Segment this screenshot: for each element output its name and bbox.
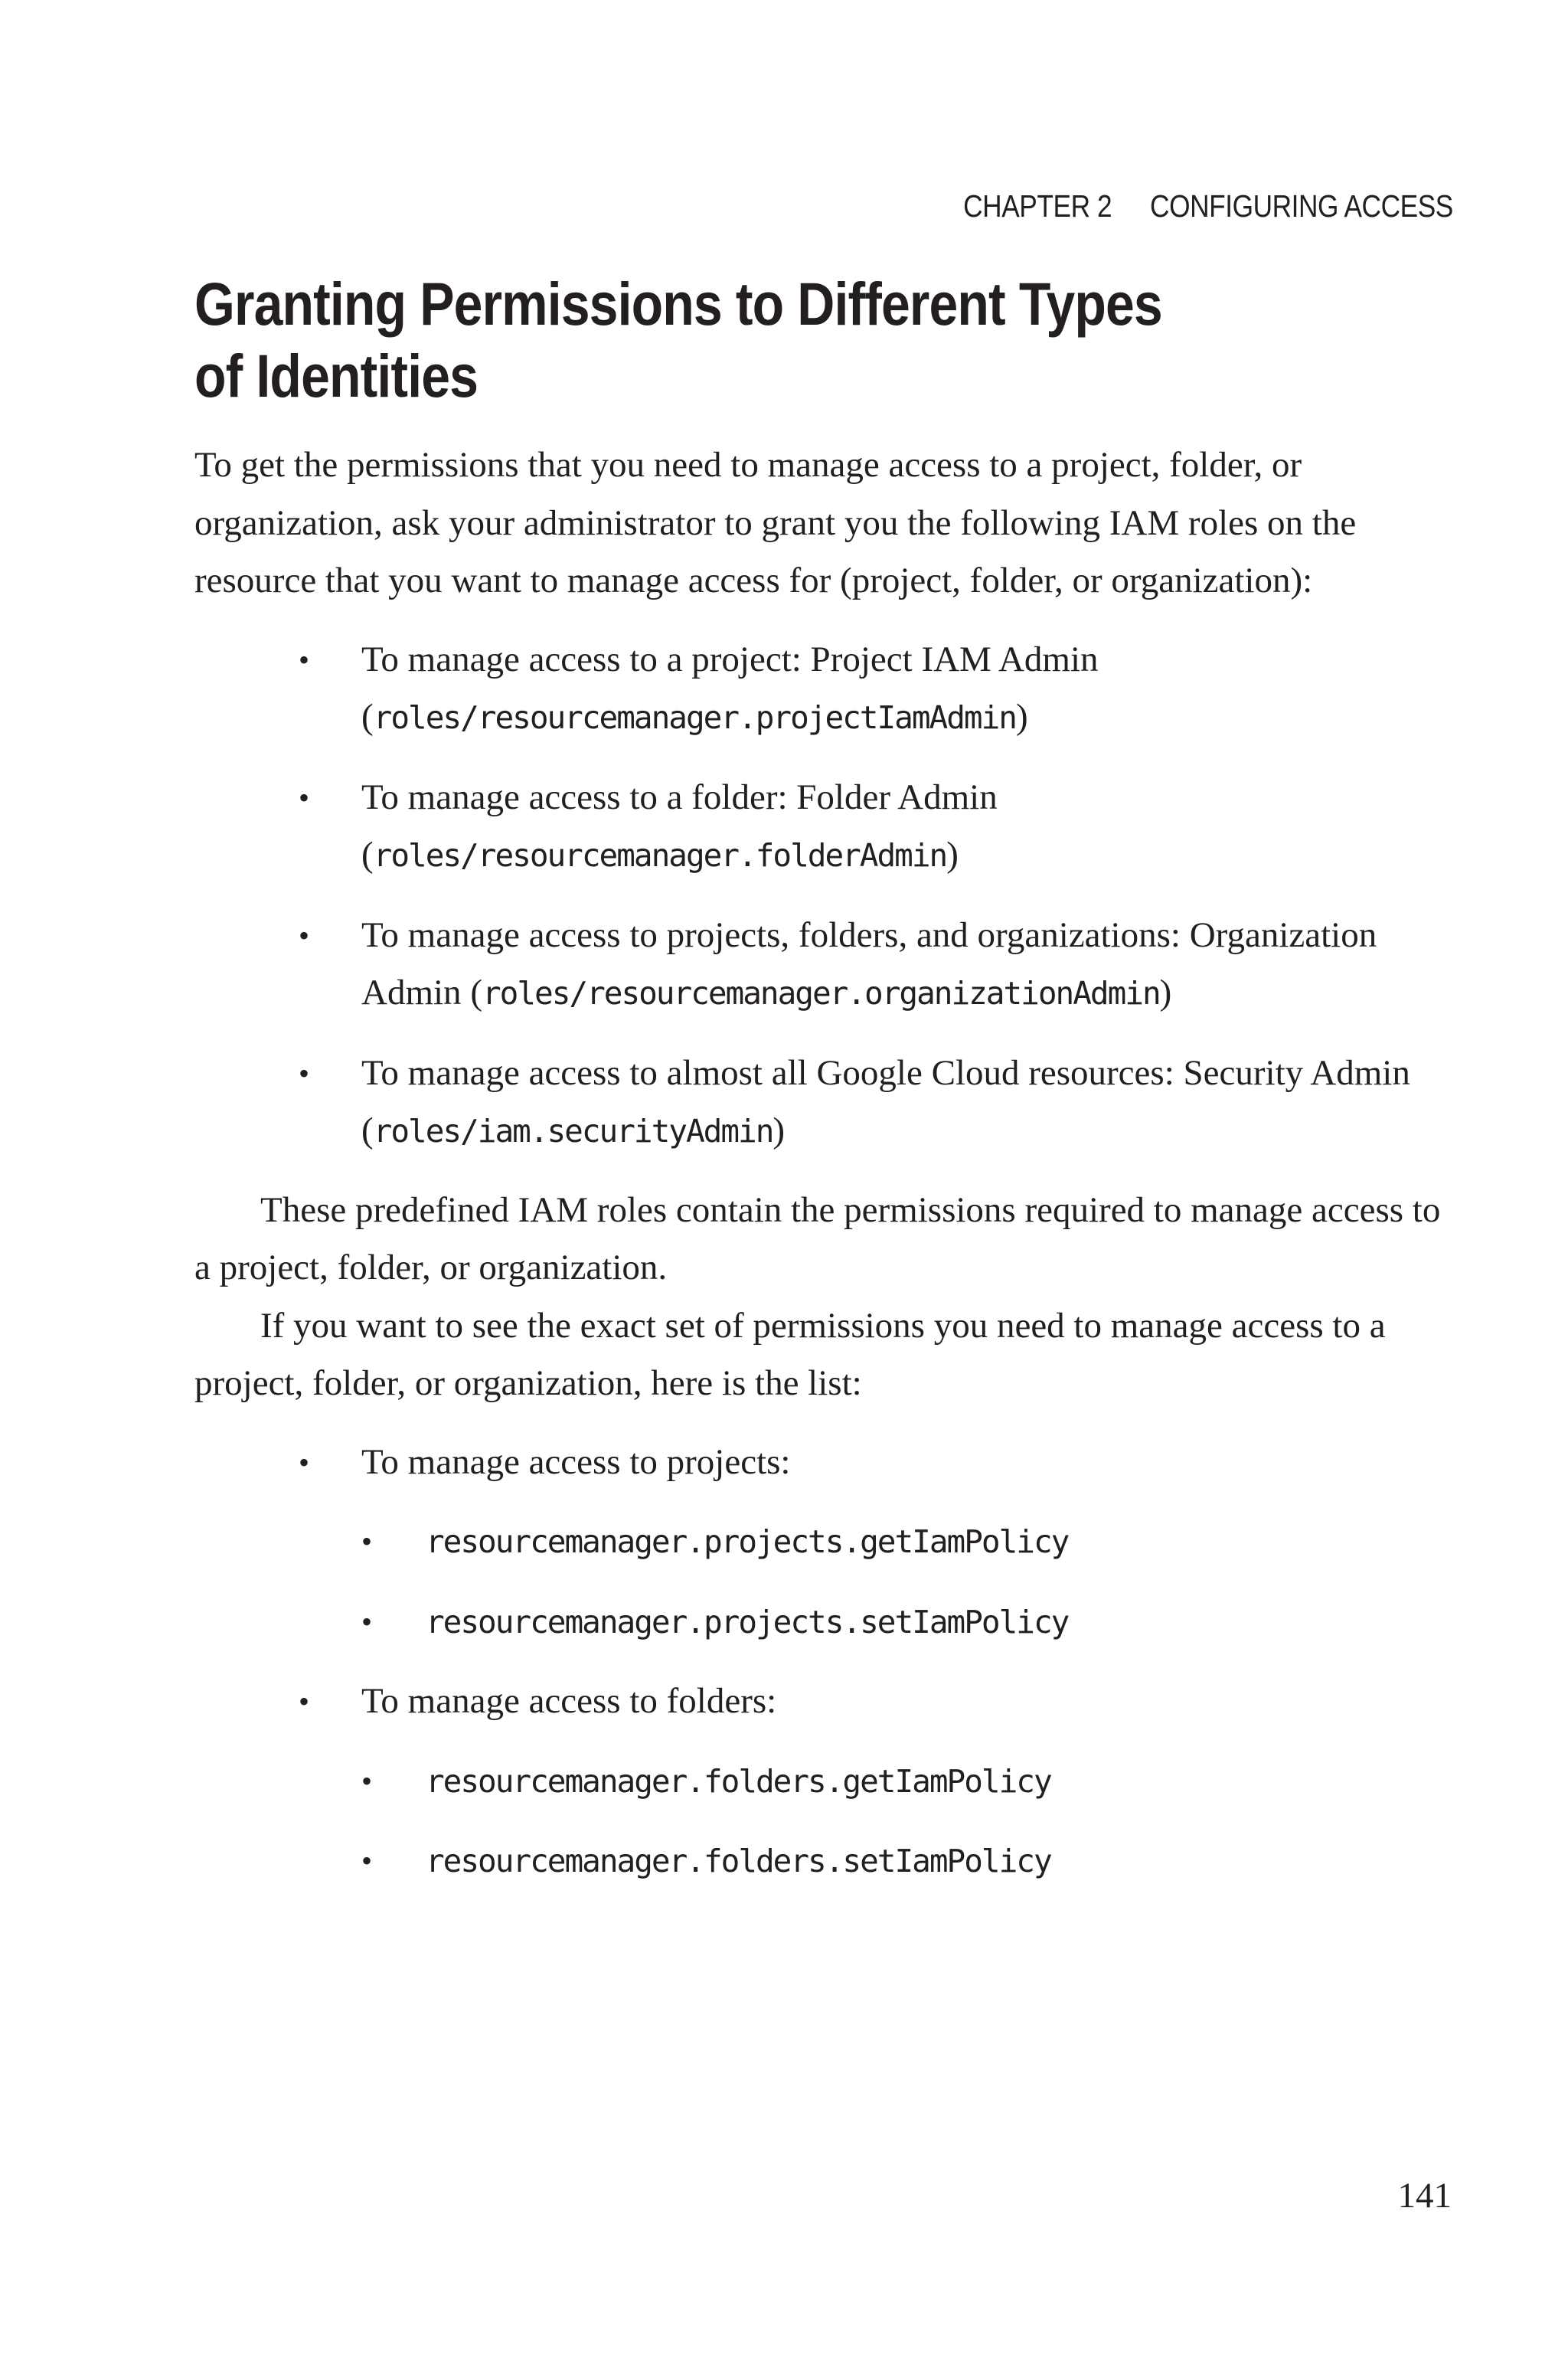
permission-code: resourcemanager.folders.setIamPolicy xyxy=(426,1843,1051,1879)
running-head xyxy=(963,188,1453,224)
intro-paragraph: To get the permissions that you need to manage access to a project, folder, or organization, ask your administrator to grant you the following IAM roles on the resource that you want to manage access for (project, folder, or organization): xyxy=(194,445,1357,600)
permission-item xyxy=(194,1593,1462,1652)
roles-list-item xyxy=(194,769,1462,885)
role-code: roles/resourcemanager.folderAdmin xyxy=(373,837,947,874)
role-open-paren: ( xyxy=(470,973,482,1012)
roles-list xyxy=(194,631,1462,1161)
bullet-icon: • xyxy=(299,642,310,677)
permissions-sublist xyxy=(361,1513,1462,1651)
section-title-line-1: Granting Permissions to Different Types xyxy=(194,270,1162,338)
role-description: To manage access to almost all Google Cloud resources: Security Admin xyxy=(361,1052,1410,1093)
permissions-group-label: To manage access to projects: xyxy=(361,1441,791,1482)
section-title-line-2: of Identities xyxy=(194,342,479,410)
roles-list-item xyxy=(194,631,1462,747)
roles-list-item xyxy=(194,1045,1462,1161)
running-head-title: CONFIGURING ACCESS xyxy=(1150,188,1453,224)
roles-list-item xyxy=(194,907,1462,1023)
permission-item xyxy=(194,1513,1462,1572)
bullet-icon: • xyxy=(361,1604,373,1639)
role-description: To manage access to a folder: Folder Admin xyxy=(361,777,998,817)
bullet-icon: • xyxy=(361,1763,373,1798)
role-open-paren: ( xyxy=(361,697,374,737)
page-number: 141 xyxy=(1397,2176,1452,2216)
bullet-icon: • xyxy=(361,1524,373,1559)
permissions-group-projects xyxy=(194,1434,1462,1652)
bullet-icon: • xyxy=(299,780,310,815)
role-close-paren: ) xyxy=(773,1110,786,1150)
role-open-paren: ( xyxy=(361,1110,374,1150)
permission-item xyxy=(194,1752,1462,1811)
paragraph-predefined-roles: These predefined IAM roles contain the permissions required to manage access to a project, folder, or organization. xyxy=(194,1189,1441,1287)
bullet-icon: • xyxy=(299,1055,310,1091)
role-close-paren: ) xyxy=(1159,973,1172,1012)
permission-code: resourcemanager.projects.setIamPolicy xyxy=(426,1603,1069,1640)
role-code: roles/resourcemanager.projectIamAdmin xyxy=(373,699,1016,736)
role-description: To manage access to a project: Project IAM Admin xyxy=(361,639,1099,679)
bullet-icon: • xyxy=(299,1684,310,1719)
permissions-group-label: To manage access to folders: xyxy=(361,1681,777,1721)
permission-item xyxy=(194,1832,1462,1891)
permission-code: resourcemanager.projects.getIamPolicy xyxy=(426,1523,1069,1560)
permission-code: resourcemanager.folders.getIamPolicy xyxy=(426,1762,1051,1800)
role-description: To manage access to projects, folders, and organizations: Organization Admin xyxy=(361,914,1377,1012)
role-close-paren: ) xyxy=(946,835,959,875)
bullet-icon: • xyxy=(361,1843,373,1878)
role-code: roles/resourcemanager.organizationAdmin xyxy=(482,975,1160,1012)
permissions-list xyxy=(194,1434,1462,1891)
role-close-paren: ) xyxy=(1015,697,1028,737)
bullet-icon: • xyxy=(299,918,310,953)
bullet-icon: • xyxy=(299,1444,310,1480)
permissions-sublist xyxy=(361,1752,1462,1891)
running-head-chapter: CHAPTER 2 xyxy=(963,188,1112,224)
permissions-group-folders xyxy=(194,1673,1462,1891)
role-code: roles/iam.securityAdmin xyxy=(373,1113,773,1150)
section-title xyxy=(194,268,1459,412)
page-content xyxy=(194,268,1462,1912)
paragraph-permissions-intro: If you want to see the exact set of permissions you need to manage access to a project, folder, or organization, here is the list: xyxy=(194,1305,1386,1403)
role-open-paren: ( xyxy=(361,835,374,875)
